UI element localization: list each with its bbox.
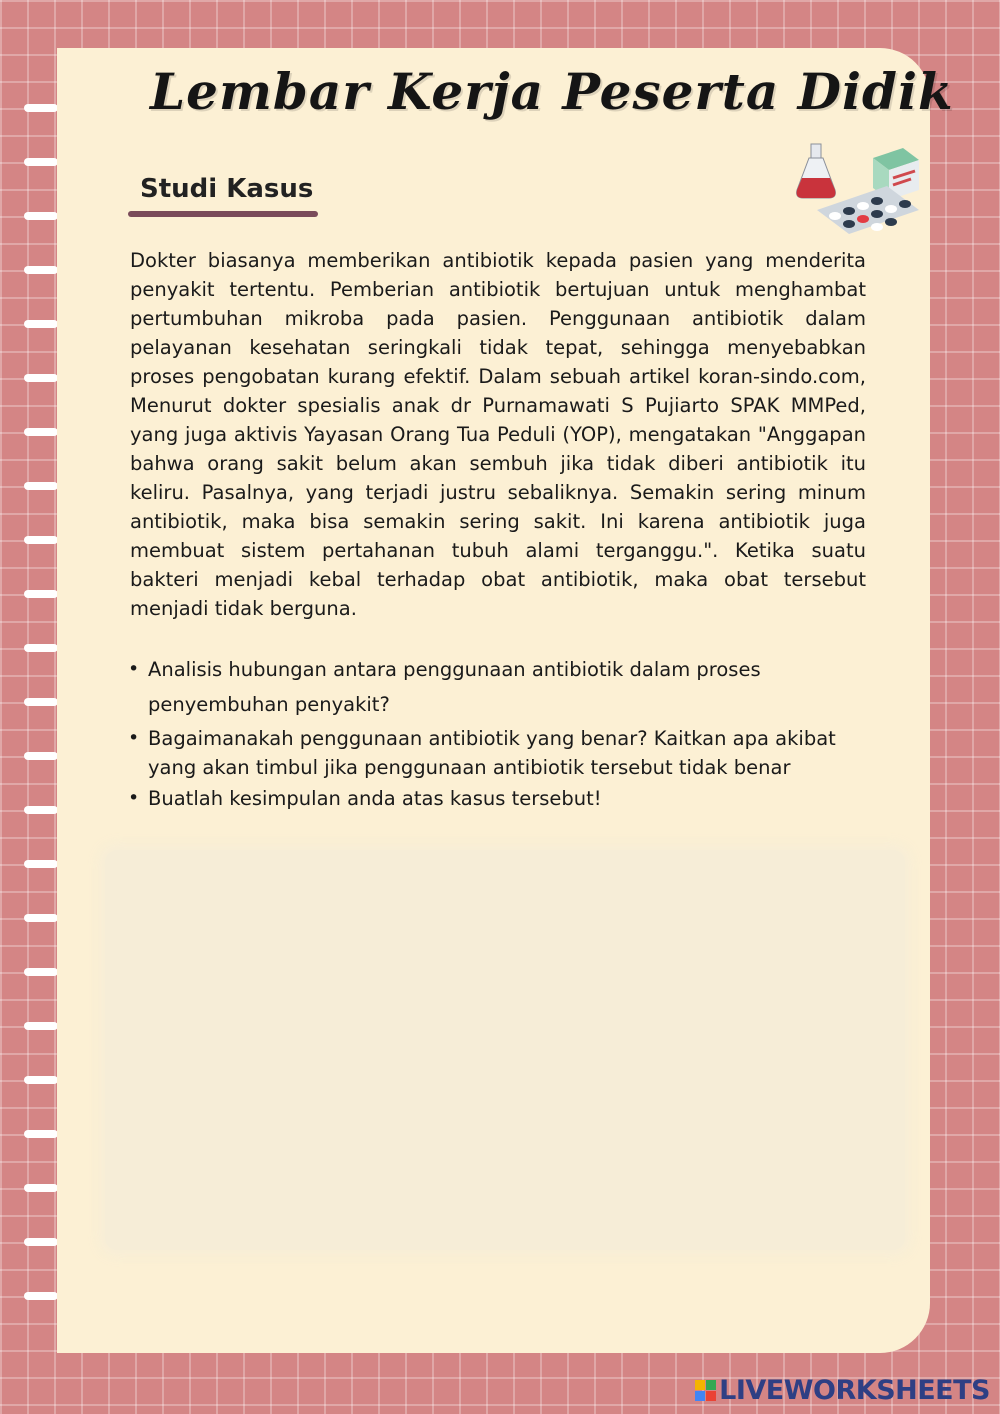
ring-icon xyxy=(24,374,58,382)
ring-icon xyxy=(24,266,58,274)
ring-icon xyxy=(24,644,58,652)
ring-icon xyxy=(24,536,58,544)
medicine-illustration-icon xyxy=(795,138,925,248)
question-text: Analisis hubungan antara penggunaan antibiotik dalam proses penyembuhan penyakit? xyxy=(148,658,761,716)
question-text: Buatlah kesimpulan anda atas kasus tersebut! xyxy=(148,787,602,810)
ring-icon xyxy=(24,212,58,220)
ring-icon xyxy=(24,158,58,166)
ring-icon xyxy=(24,698,58,706)
section-heading: Studi Kasus xyxy=(140,174,314,204)
bullet-icon: • xyxy=(128,727,140,749)
answer-text-box[interactable] xyxy=(105,850,905,1250)
question-text: Bagaimanakah penggunaan antibiotik yang benar? Kaitkan apa akibat yang akan timbul jika penggunaan antibiotik tersebut tidak benar xyxy=(148,727,836,779)
question-list xyxy=(128,652,858,815)
brand-name: LIVEWORKSHEETS xyxy=(719,1375,990,1406)
logo-icon xyxy=(695,1380,716,1401)
ring-icon xyxy=(24,752,58,760)
ring-icon xyxy=(24,860,58,868)
list-item xyxy=(128,652,858,722)
case-study-text: Dokter biasanya memberikan antibiotik kepada pasien yang menderita penyakit tertentu. Pemberian antibiotik bertujuan untuk menghambat pertumbuhan mikroba pada pasien. Penggunaan antibiotik dalam pelayanan kesehatan seringkali tidak tepat, sehingga menyebabkan proses pengobatan kurang efektif. Dalam sebuah artikel koran-sindo.com, Menurut dokter spesialis anak dr Purnamawati S Pujiarto SPAK MMPed, yang juga aktivis Yayasan Orang Tua Peduli (YOP), mengatakan "Anggapan bahwa orang sakit belum akan sembuh jika tidak diberi antibiotik itu keliru. Pasalnya, yang terjadi justru sebaliknya. Semakin sering minum antibiotik, maka bisa semakin sering sakit. Ini karena antibiotik juga membuat sistem pertahanan tubuh alami terganggu.". Ketika suatu bakteri menjadi kebal terhadap obat antibiotik, maka obat tersebut menjadi tidak berguna. xyxy=(130,249,866,620)
ring-icon xyxy=(24,104,58,112)
ring-icon xyxy=(24,1076,58,1084)
ring-icon xyxy=(24,1022,58,1030)
ring-icon xyxy=(24,482,58,490)
ring-icon xyxy=(24,428,58,436)
bullet-icon: • xyxy=(128,658,140,680)
ring-icon xyxy=(24,1130,58,1138)
ring-icon xyxy=(24,320,58,328)
list-item xyxy=(128,724,858,782)
heading-underline xyxy=(128,211,318,217)
page-title: Lembar Kerja Peserta Didik xyxy=(150,62,954,121)
ring-icon xyxy=(24,914,58,922)
ring-icon xyxy=(24,968,58,976)
liveworksheets-logo xyxy=(695,1375,990,1406)
ring-icon xyxy=(24,1238,58,1246)
bullet-icon: • xyxy=(128,787,140,809)
ring-icon xyxy=(24,590,58,598)
list-item xyxy=(128,784,858,813)
ring-icon xyxy=(24,806,58,814)
ring-icon xyxy=(24,1184,58,1192)
ring-icon xyxy=(24,1292,58,1300)
